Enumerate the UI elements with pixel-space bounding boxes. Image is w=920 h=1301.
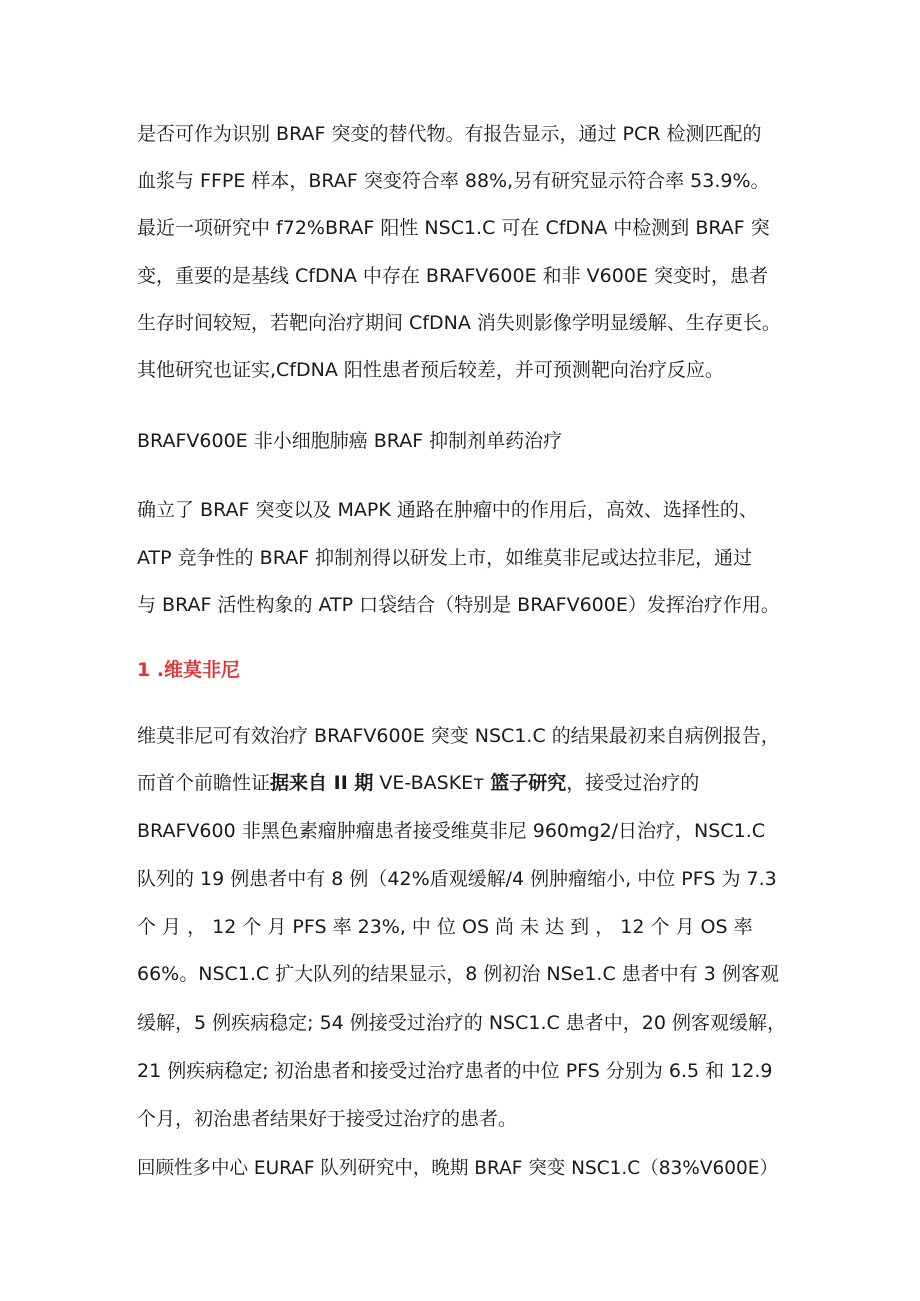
paragraph3-line-2-part1: 而首个前瞻性证	[137, 772, 271, 794]
paragraph3-line-1: 维莫非尼可有效治疗 BRAFV600E 突变 NSC1.C 的结果最初来自病例报告，	[137, 725, 780, 747]
paragraph3-line-2-part3: VE-BASKEᴛ	[373, 772, 491, 794]
paragraph3-line-6: 66%。NSC1.C 扩大队列的结果显示，8 例初治 NSe1.C 患者中有 3 例客观	[137, 963, 779, 985]
subheading: 1 .维莫非尼	[137, 659, 241, 681]
paragraph1-line-2: 血浆与 FFPE 样本，BRAF 突变符合率 88%,另有研究显示符合率 53.9%。	[137, 170, 770, 192]
paragraph3-line-8: 21 例疾病稳定; 初治患者和接受过治疗患者的中位 PFS 分别为 6.5 和 12.9	[137, 1060, 773, 1082]
paragraph1-line-4: 变，重要的是基线 CfDNA 中存在 BRAFV600E 和非 V600E 突变时，患者	[137, 265, 768, 287]
paragraph2-line-2: ATP 竞争性的 BRAF 抑制剂得以研发上市，如维莫非尼或达拉非尼，通过	[137, 547, 753, 569]
paragraph1-line-5: 生存时间较短，若靶向治疗期间 CfDNA 消失则影像学明显缓解、生存更长。	[137, 312, 781, 334]
section-title: BRAFV600E 非小细胞肺癌 BRAF 抑制剂单药治疗	[137, 430, 563, 452]
paragraph1-line-1: 是否可作为识别 BRAF 突变的替代物。有报告显示，通过 PCR 检测匹配的	[137, 123, 762, 145]
paragraph3-line-5: 个 月 ， 12 个 月 PFS 率 23%, 中 位 OS 尚 未 达 到 ， 12 个 月 OS 率	[137, 916, 753, 938]
paragraph3-line-3: BRAFV600 非黑色素瘤肿瘤患者接受维莫非尼 960mg2/日治疗，NSC1.C	[137, 820, 765, 842]
paragraph3-line-2-bold2: 篮子研究	[490, 772, 567, 794]
paragraph2-line-3: 与 BRAF 活性构象的 ATP 口袋结合（特别是 BRAFV600E）发挥治疗作用。	[137, 594, 780, 616]
paragraph4-line-1: 回顾性多中心 EURAF 队列研究中，晚期 BRAF 突变 NSC1.C（83%V600E）	[137, 1158, 778, 1179]
paragraph1-line-3: 最近一项研究中 f72%BRAF 阳性 NSC1.C 可在 CfDNA 中检测到 BRAF 突	[137, 217, 770, 239]
paragraph3-line-2-part5: ，接受过治疗的	[566, 772, 700, 794]
paragraph3-line-2-bold1: 据来自 II 期	[270, 772, 374, 794]
paragraph3-line-7: 缓解，5 例疾病稳定; 54 例接受过治疗的 NSC1.C 患者中，20 例客观缓解，	[137, 1012, 787, 1034]
paragraph2-line-1: 确立了 BRAF 突变以及 MAPK 通路在肿瘤中的作用后，高效、选择性的、	[137, 499, 758, 521]
paragraph1-line-6: 其他研究也证实,CfDNA 阳性患者预后较差，并可预测靶向治疗反应。	[137, 359, 724, 381]
paragraph3-line-2	[137, 770, 787, 796]
paragraph3-line-4: 队列的 19 例患者中有 8 例（42%盾观缓解/4 例肿瘤缩小, 中位 PFS 为 7.3	[137, 868, 777, 890]
paragraph3-line-9: 个月，初治患者结果好于接受过治疗的患者。	[137, 1108, 518, 1130]
